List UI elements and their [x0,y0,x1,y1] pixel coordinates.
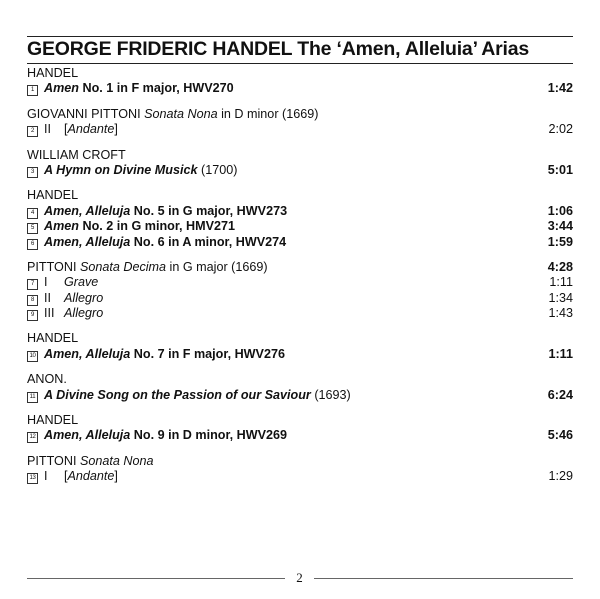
track-number: 10 [27,351,38,362]
track-row [27,81,573,96]
composer-name: HANDEL [27,331,79,346]
work-title: Sonata Decima [79,259,167,274]
tempo-marking: Andante [67,122,115,137]
track-row [27,204,573,219]
track-row [27,122,573,137]
track-row [27,235,573,250]
top-rule [27,36,573,37]
work-title: Amen, Alleluja [44,428,131,443]
section-pittoni-nona-2 [27,454,573,485]
track-duration: 1:43 [548,306,573,321]
work-detail: No. 1 in F major, HWV270 [79,81,234,96]
track-duration: 1:42 [547,81,573,96]
composer-heading [27,260,573,275]
track-duration: 1:34 [548,290,573,305]
movement-number: II [44,122,51,137]
section-pittoni-nona [27,107,573,138]
composer-name: ANON. [27,372,67,387]
track-duration: 1:29 [548,469,573,484]
work-key: in D minor [217,106,283,121]
tempo-marking: Grave [64,275,99,290]
track-number: 5 [27,223,38,234]
track-row [27,306,573,321]
composer-heading [27,148,573,163]
track-number: 2 [27,126,38,137]
work-detail: No. 6 in A minor, HWV274 [130,234,287,249]
composer-name: HANDEL [27,188,79,203]
work-title: Sonata Nona [144,106,218,121]
composer-heading [27,331,573,346]
work-detail: No. 2 in G minor, HMV271 [79,219,236,234]
track-duration: 5:01 [547,162,573,177]
work-detail: No. 7 in F major, HWV276 [130,346,285,361]
track-row [27,388,573,403]
tempo-marking: Andante [67,469,115,484]
work-year: (1693) [310,387,351,402]
work-title: Sonata Nona [79,453,154,468]
track-duration: 2:02 [548,122,573,137]
track-number: 6 [27,239,38,250]
track-row [27,219,573,234]
section-pittoni-decima [27,260,573,322]
composer-name: GIOVANNI PITTONI [27,106,145,121]
tempo-bracket-open: [ [64,469,68,484]
composer-heading [27,188,573,203]
title-rule [27,63,573,64]
footer-rule-left [27,578,285,579]
composer-name: HANDEL [27,413,79,428]
tempo-bracket-close: ] [114,469,118,484]
work-title: Amen, Alleluja [44,234,131,249]
work-title: Amen [44,219,79,234]
composer-heading [27,454,573,469]
page-number: 2 [296,570,303,585]
composer-heading [27,413,573,428]
composer-name: HANDEL [27,66,79,80]
movement-number: III [44,306,55,321]
composer-name: WILLIAM CROFT [27,147,126,162]
movement-number: I [44,469,48,484]
composer-heading [27,372,573,387]
track-duration: 5:46 [547,428,573,443]
composer-name: PITTONI [27,453,80,468]
track-row [27,428,573,443]
track-number: 9 [27,310,38,321]
track-number: 12 [27,432,38,443]
work-title: A Divine Song on the Passion of our Saviour [44,387,311,402]
section-handel-3 [27,331,573,362]
tempo-bracket-close: ] [114,122,118,137]
tempo-bracket-open: [ [64,122,68,137]
section-handel-2 [27,188,573,250]
work-title: Amen, Alleluja [44,203,131,218]
track-row [27,347,573,362]
composer-heading [27,107,573,122]
track-number: 1 [27,85,38,96]
track-number: 8 [27,295,38,306]
tempo-marking: Allegro [64,290,104,305]
section-croft [27,148,573,179]
work-title: Amen, Alleluja [44,346,131,361]
work-title: A Hymn on Divine Musick [44,162,198,177]
track-number: 3 [27,167,38,178]
work-detail: No. 9 in D minor, HWV269 [130,428,288,443]
movement-number: II [44,290,51,305]
track-duration: 3:44 [547,219,573,234]
track-number: 4 [27,208,38,219]
section-anon [27,372,573,403]
page-title: GEORGE FRIDERIC HANDEL The ‘Amen, Alleluia’ Arias [27,38,529,60]
tempo-marking: Allegro [64,306,104,321]
track-duration: 1:11 [548,346,573,361]
track-number: 7 [27,279,38,290]
work-detail: No. 5 in G major, HWV273 [130,203,288,218]
track-number: 13 [27,473,38,484]
track-duration: 1:59 [547,234,573,249]
movement-number: I [44,275,48,290]
track-duration: 1:11 [549,275,573,290]
track-duration: 1:06 [547,203,573,218]
work-title: Amen [44,81,79,96]
track-listing [27,66,573,495]
track-row [27,163,573,178]
track-row [27,275,573,290]
work-year: (1669) [231,259,268,274]
footer-rule-right [314,578,573,579]
track-number: 11 [27,392,38,403]
track-duration: 6:24 [547,387,573,402]
track-row [27,291,573,306]
composer-heading [27,66,573,81]
track-row [27,469,573,484]
work-key: in G major [166,259,232,274]
work-year: (1700) [197,162,238,177]
work-total-duration: 4:28 [547,259,573,274]
section-handel-1 [27,66,573,97]
composer-name: PITTONI [27,259,80,274]
work-year: (1669) [282,106,319,121]
section-handel-4 [27,413,573,444]
